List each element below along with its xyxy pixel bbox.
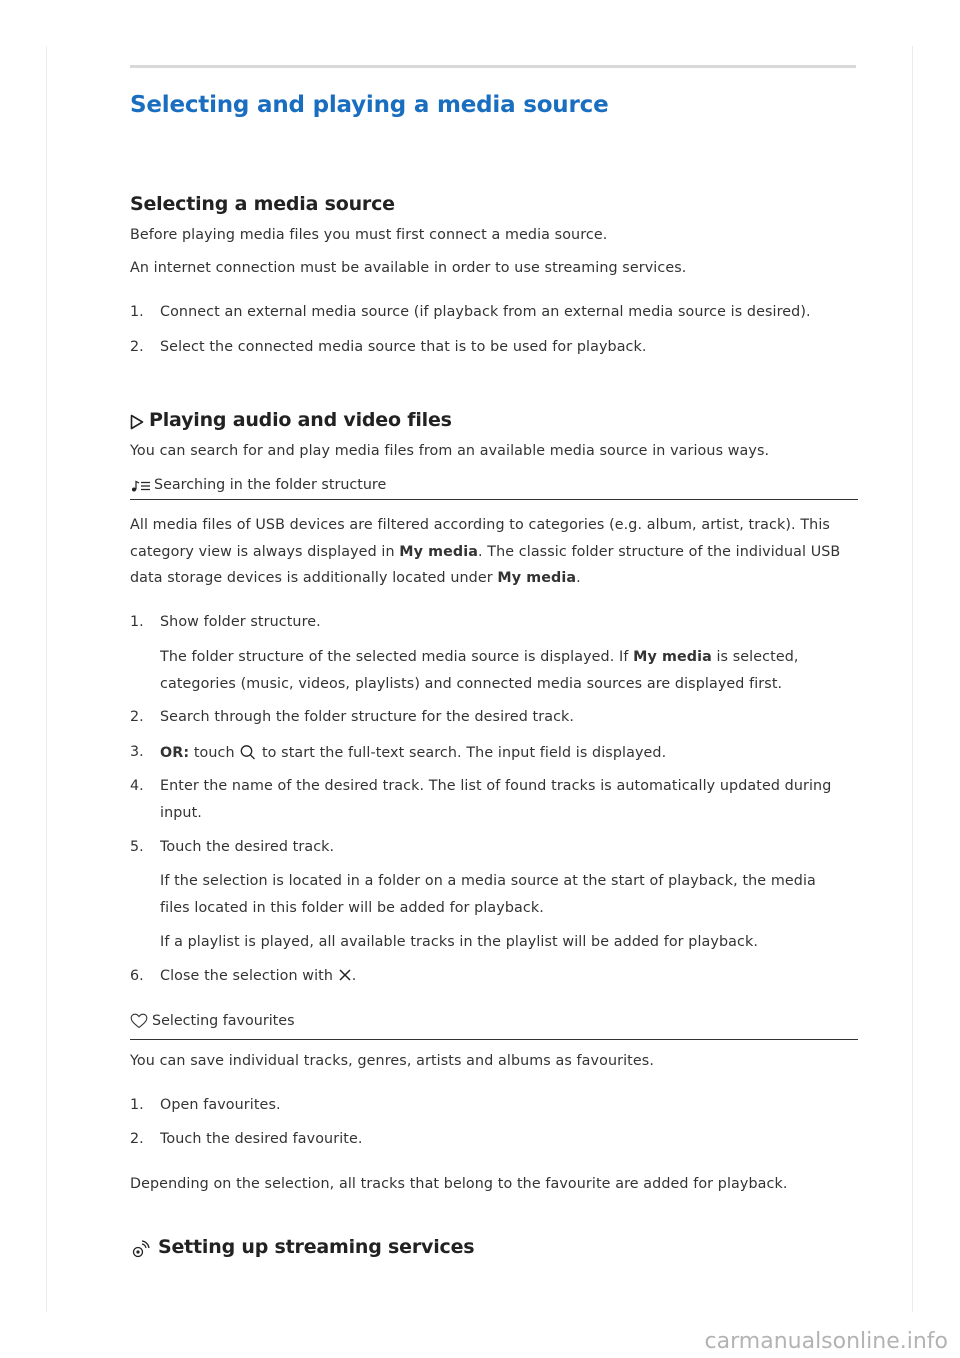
page-title: Selecting and playing a media source: [130, 92, 609, 118]
top-rule: [130, 65, 856, 68]
step-number: 1.: [130, 614, 144, 630]
step-text: Close the selection with .: [160, 968, 357, 984]
step-number: 5.: [130, 839, 144, 855]
section-heading-playing-audio: Playing audio and video files: [149, 409, 452, 431]
step-number: 1.: [130, 1097, 144, 1113]
step-note: files located in this folder will be added for playback.: [160, 900, 544, 916]
paragraph: Depending on the selection, all tracks that belong to the favourite are added for playback.: [130, 1176, 788, 1192]
section-heading-selecting-source: Selecting a media source: [130, 193, 395, 215]
music-list-icon: [131, 480, 151, 492]
play-triangle-icon: [130, 414, 144, 430]
paragraph: All media files of USB devices are filtered according to categories (e.g. album, artist, track). This: [130, 517, 830, 533]
step-text: Touch the desired track.: [160, 839, 335, 855]
close-icon: [338, 968, 352, 982]
paragraph: category view is always displayed in My media. The classic folder structure of the individual USB: [130, 544, 841, 560]
step-number: 2.: [130, 1131, 144, 1147]
step-note: If a playlist is played, all available tracks in the playlist will be added for playback.: [160, 934, 758, 950]
right-margin-line: [912, 46, 913, 1312]
paragraph: You can search for and play media files from an available media source in various ways.: [130, 443, 770, 459]
watermark: carmanualsonline.info: [704, 1329, 948, 1354]
heart-icon: [130, 1013, 148, 1029]
paragraph: You can save individual tracks, genres, artists and albums as favourites.: [130, 1053, 654, 1069]
step-number: 1.: [130, 304, 144, 320]
step-number: 6.: [130, 968, 144, 984]
step-text: Open favourites.: [160, 1097, 281, 1113]
step-number: 2.: [130, 709, 144, 725]
step-text: Touch the desired favourite.: [160, 1131, 363, 1147]
step-text: Enter the name of the desired track. The list of found tracks is automatically updated during: [160, 778, 832, 794]
step-note: If the selection is located in a folder on a media source at the start of playback, the media: [160, 873, 816, 889]
step-note: categories (music, videos, playlists) and connected media sources are displayed first.: [160, 676, 783, 692]
step-number: 3.: [130, 744, 144, 760]
step-text: Connect an external media source (if playback from an external media source is desired).: [160, 304, 811, 320]
paragraph: data storage devices is additionally located under My media.: [130, 570, 581, 586]
step-text: Show folder structure.: [160, 614, 321, 630]
section-heading-streaming: Setting up streaming services: [158, 1236, 475, 1258]
paragraph: Before playing media files you must first connect a media source.: [130, 227, 608, 243]
subsection-rule: [130, 1039, 858, 1040]
subsection-label-favourites: Selecting favourites: [152, 1013, 295, 1029]
left-margin-line: [46, 46, 47, 1312]
step-text: Select the connected media source that is to be used for playback.: [160, 339, 647, 355]
step-number: 4.: [130, 778, 144, 794]
subsection-rule: [130, 499, 858, 500]
step-number: 2.: [130, 339, 144, 355]
step-text: Search through the folder structure for the desired track.: [160, 709, 575, 725]
step-note: The folder structure of the selected media source is displayed. If My media is selected,: [160, 649, 799, 665]
step-text: OR: touch to start the full-text search. The input field is displayed.: [160, 745, 667, 761]
streaming-icon: [132, 1240, 150, 1258]
step-text: input.: [160, 805, 202, 821]
search-icon: [239, 744, 257, 760]
subsection-label-folder: Searching in the folder structure: [154, 477, 387, 493]
paragraph: An internet connection must be available in order to use streaming services.: [130, 260, 687, 276]
